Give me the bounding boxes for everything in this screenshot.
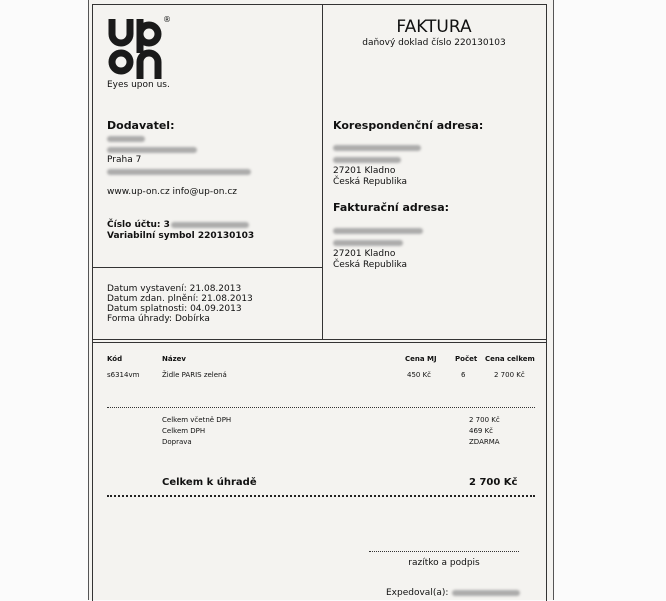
due-date: Datum splatnosti: 04.09.2013	[107, 304, 242, 314]
invoice-page	[88, 0, 554, 600]
supplier-heading: Dodavatel:	[107, 119, 175, 132]
billing-country: Česká Republika	[333, 260, 408, 270]
column-divider	[322, 5, 323, 339]
header-items-divider-2	[93, 342, 546, 343]
supplier-web-email: www.up-on.cz info@up-on.cz	[107, 187, 238, 197]
redacted-street	[107, 147, 197, 153]
summary-label-with-vat: Celkem včetně DPH	[162, 416, 232, 424]
row-code: s6314vm	[107, 371, 140, 379]
signature-line	[369, 551, 519, 552]
col-header-qty: Počet	[455, 355, 478, 363]
upon-logo	[107, 17, 169, 79]
redacted-name	[107, 136, 145, 142]
redacted-bill-street	[333, 240, 403, 246]
registered-mark: ®	[163, 15, 171, 24]
col-header-name: Název	[162, 355, 186, 363]
row-qty: 6	[461, 371, 466, 379]
col-header-unit-price: Cena MJ	[405, 355, 437, 363]
invoice-frame	[92, 4, 547, 601]
col-header-total: Cena celkem	[485, 355, 535, 363]
summary-value-vat: 469 Kč	[469, 427, 494, 435]
col-header-code: Kód	[107, 355, 123, 363]
dispatched-by	[386, 588, 520, 599]
billing-heading: Fakturační adresa:	[333, 201, 450, 214]
billing-postal: 27201 Kladno	[333, 249, 396, 259]
invoice-title: FAKTURA	[396, 17, 472, 37]
summary-value-with-vat: 2 700 Kč	[469, 416, 500, 424]
supplier-dates-divider	[93, 267, 322, 268]
supplier-city: Praha 7	[107, 155, 142, 165]
payment-method: Forma úhrady: Dobírka	[107, 314, 210, 324]
tax-date: Datum zdan. plnění: 21.08.2013	[107, 294, 253, 304]
summary-label-vat: Celkem DPH	[162, 427, 206, 435]
row-unit-price: 450 Kč	[407, 371, 432, 379]
summary-label-shipping: Doprava	[162, 438, 192, 446]
logo-tagline: Eyes upon us.	[107, 80, 170, 90]
redacted-bill-name	[333, 228, 423, 234]
stamp-label: razítko a podpis	[408, 558, 480, 568]
grand-total-label: Celkem k úhradě	[162, 477, 257, 488]
redacted-dispatcher	[452, 590, 520, 596]
redacted-corr-name	[333, 145, 421, 151]
redacted-id	[107, 169, 251, 175]
row-total: 2 700 Kč	[494, 371, 525, 379]
items-separator	[107, 407, 535, 408]
account-number	[107, 220, 249, 231]
summary-value-shipping: ZDARMA	[469, 438, 500, 446]
dispatched-by-label: Expedoval(a):	[386, 588, 449, 598]
issue-date: Datum vystavení: 21.08.2013	[107, 284, 242, 294]
correspondence-country: Česká Republika	[333, 177, 408, 187]
correspondence-heading: Korespondenční adresa:	[333, 119, 484, 132]
row-name: Židle PARIS zelená	[162, 371, 227, 379]
invoice-subtitle: daňový doklad číslo 220130103	[362, 38, 506, 48]
grand-total-value: 2 700 Kč	[469, 477, 518, 488]
redacted-account	[171, 222, 249, 228]
variable-symbol: Variabilní symbol 220130103	[107, 231, 255, 241]
account-label: Číslo účtu: 3	[107, 220, 170, 230]
correspondence-postal: 27201 Kladno	[333, 166, 396, 176]
total-separator	[107, 495, 535, 497]
redacted-corr-street	[333, 157, 401, 163]
header-items-divider	[93, 339, 546, 340]
